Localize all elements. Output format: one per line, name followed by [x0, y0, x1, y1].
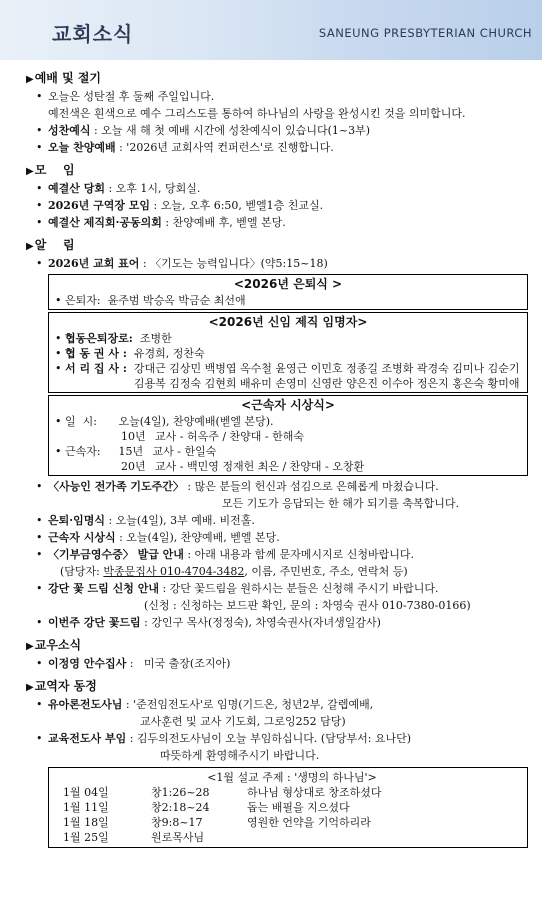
section-notices: ▶알 림 • 2026년 교회 표어 : 〈기도는 능력입니다〉(약5:15~18) <2026년 은퇴식 > • 은퇴자: 윤주범 박승옥 박금순 최선애 <2026년 신임 제직 임명자> • 협동은퇴장로: 조병한 • 협 동 권 사 : 유경희, 정찬숙 • 서 리 집 사 : 강대근 김상민 백병엽 옥수철 윤영근 이민호 정종길 조병화 곽경숙 김미나 김순기 김용복 김정숙 김현희 배유미 손영미 신영란 양은진 이수아 정은지 홍은숙 황미애 <근속자 시상식> • 일 시: 오늘(4일), 찬양예배(벧엘 본당). 10년 교사 - 허옥주 / 찬양대 - 한해숙 • 근속자: 15년 교사 - 한일숙 20년 교사 - 백민영 정재헌 최은 / 찬양대 - 오창환 • 〈사능인 전가족 기도주간〉 : 많은 분들의 헌신과 섬김으로 은혜롭게 마쳤습니다. 모든 기도가 응답되는 한 해가 되기를 축복합니다. • 은퇴·임명식 : 오늘(4일), 3부 예배. 비전홀. • 근속자 시상식 : 오늘(4일), 찬양예배, 벧엘 본당. • 〈기부금영수증〉 발급 안내 : 아래 내용과 함께 문자메시지로 신청바랍니다. (담당자: 박종문집사 010-4704-3482, 이름, 주민번호, 주소, 연락처 등) • 강단 꽃 드림 신청 안내 : 강단 꽃드림을 원하시는 분들은 신청해 주시기 바랍니다. (신청 : 신청하는 보드판 확인, 문의 : 차영숙 권사 010-7380-0166) • 이번주 강단 꽃드림 : 강인구 목사(정정숙), 차영숙권사(자녀생일감사) — [30, 237, 528, 631]
section-title: 모 임 — [34, 163, 75, 177]
box-title: <2026년 은퇴식 > — [233, 277, 343, 291]
bullet-icon: • — [36, 199, 43, 212]
church-name: SANEUNG PRESBYTERIAN CHURCH — [318, 26, 532, 40]
table-row: 1월 25일 원로목사님 — [63, 831, 205, 844]
list-item: • 2026년 구역장 모임 : 오늘, 오후 6:50, 벧엘1층 친교실. — [36, 199, 324, 212]
bullet-icon: • — [36, 257, 43, 270]
list-item: • 이번주 강단 꽃드림 : 강인구 목사(정정숙), 차영숙권사(자녀생일감사) — [36, 616, 381, 629]
bullet-icon: • — [55, 362, 65, 375]
list-item: • 강단 꽃 드림 신청 안내 : 강단 꽃드림을 원하시는 분들은 신청해 주시기 바랍니다. — [36, 582, 439, 595]
award-box: <근속자 시상식> • 일 시: 오늘(4일), 찬양예배(벧엘 본당). 10년 교사 - 허옥주 / 찬양대 - 한해숙 • 근속자: 15년 교사 - 한일숙 20년 교사 - 백민영 정재헌 최은 / 찬양대 - 오창환 — [48, 395, 528, 476]
bullet-icon: • — [36, 548, 43, 561]
table-row: 1월 04일 창1:26~28 하나님 형상대로 창조하셨다 — [63, 786, 382, 799]
triangle-icon: ▶ — [26, 682, 34, 693]
section-title: 예배 및 절기 — [34, 71, 102, 85]
box-title: <2026년 신임 제직 임명자> — [208, 315, 368, 329]
bullet-icon: • — [36, 698, 43, 711]
news-content — [0, 60, 542, 848]
list-item: • 예결산 당회 : 오후 1시, 당회실. — [36, 182, 201, 195]
bullet-icon: • — [55, 332, 65, 345]
list-item: • 근속자 시상식 : 오늘(4일), 찬양예배, 벧엘 본당. — [36, 531, 280, 544]
list-item: • 〈기부금영수증〉 발급 안내 : 아래 내용과 함께 문자메시지로 신청바랍니다. — [36, 548, 414, 561]
list-item: • 오늘은 성탄절 후 둘째 주일입니다. — [36, 90, 215, 103]
bullet-icon: • — [55, 347, 65, 360]
page-title: 교회소식 — [52, 22, 134, 46]
list-item: • 이정영 안수집사 : 미국 출장(조지아) — [36, 657, 231, 670]
page-header — [0, 0, 542, 60]
sermon-schedule-box — [48, 767, 528, 848]
section-title: 교우소식 — [34, 638, 82, 652]
bullet-icon: • — [36, 480, 43, 493]
bullet-icon: • — [36, 141, 43, 154]
list-item: • 은퇴·임명식 : 오늘(4일), 3부 예배. 비전홀. — [36, 514, 255, 527]
bullet-icon: • — [36, 531, 43, 544]
section-title: 알 림 — [34, 238, 75, 252]
list-item: • 성찬예식 : 오늘 새 해 첫 예배 시간에 성찬예식이 있습니다(1~3부) — [36, 124, 371, 137]
sermon-schedule-title: <1월 설교 주제 : '생명의 하나님'> — [207, 771, 377, 784]
retirement-box: <2026년 은퇴식 > • 은퇴자: 윤주범 박승옥 박금순 최선애 — [48, 274, 528, 310]
section-meetings — [26, 162, 528, 231]
bullet-icon: • — [36, 616, 43, 629]
section-title: 교역자 동정 — [34, 679, 97, 693]
list-item: 예전색은 흰색으로 예수 그리스도를 통하여 하나님의 사랑을 완성시킨 것을 의미합니다. — [48, 107, 466, 120]
bullet-icon: • — [36, 182, 43, 195]
list-item: • 예결산 제직회·공동의회 : 찬양예배 후, 벧엘 본당. — [36, 216, 286, 229]
section-worship — [26, 70, 528, 156]
triangle-icon: ▶ — [26, 241, 34, 252]
bullet-icon: • — [36, 514, 43, 527]
bullet-icon: • — [36, 657, 43, 670]
bullet-icon: • — [36, 216, 43, 229]
section-members — [26, 637, 528, 672]
contact-phone: 박종문집사 010-4704-3482 — [103, 565, 245, 578]
appointment-box: <2026년 신임 제직 임명자> • 협동은퇴장로: 조병한 • 협 동 권 사 : 유경희, 정찬숙 • 서 리 집 사 : 강대근 김상민 백병엽 옥수철 윤영근 이민호 정종길 조병화 곽경숙 김미나 김순기 김용복 김정숙 김현희 배유미 손영미 신영란 양은진 이수아 정은지 홍은숙 황미애 — [48, 312, 528, 393]
triangle-icon: ▶ — [26, 74, 34, 85]
box-title: <근속자 시상식> — [241, 398, 335, 412]
list-item: • 오늘 찬양예배 : '2026년 교회사역 컨퍼런스'로 진행합니다. — [36, 141, 334, 154]
table-row: 1월 18일 창9:8~17 영원한 언약을 기억하리라 — [63, 816, 371, 829]
triangle-icon: ▶ — [26, 166, 34, 177]
triangle-icon: ▶ — [26, 641, 34, 652]
list-item: • 〈사능인 전가족 기도주간〉 : 많은 분들의 헌신과 섬김으로 은혜롭게 마쳤습니다. — [36, 480, 439, 493]
bullet-icon: • — [55, 294, 65, 307]
bullet-icon: • — [36, 732, 43, 745]
bullet-icon: • — [55, 445, 65, 458]
bullet-icon: • — [36, 90, 43, 103]
list-item: • 교육전도사 부임 : 김두의전도사님이 오늘 부임하십니다. (담당부서: 요나단) — [36, 732, 412, 745]
bullet-icon: • — [36, 582, 43, 595]
section-clergy: ▶교역자 동정 • 유아론전도사님 : '준전임전도사'로 임명(기드온, 청년2부, 갈렙예배, 교사훈련 및 교사 기도회, 그로잉252 담당) • 교육전도사 부임 : 김두의전도사님이 오늘 부임하십니다. (담당부서: 요나단) 따뜻하게 환영해주시기 바랍니다. <1월 설교 주제 : '생명의 하나님'> 1월 04일 창1:26~28 하나님 형상대로 창조하셨다 1월 11일 창2:18~24 돕는 배필을 지으셨다 1월 18일 창9:8~17 영원한 언약을 기억하리라 1월 25일 원로목사님 — [30, 678, 528, 848]
bullet-icon: • — [55, 415, 65, 428]
church-motto: • 2026년 교회 표어 : 〈기도는 능력입니다〉(약5:15~18) — [36, 257, 328, 270]
list-item: • 유아론전도사님 : '준전임전도사'로 임명(기드온, 청년2부, 갈렙예배, — [36, 698, 374, 711]
table-row: 1월 11일 창2:18~24 돕는 배필을 지으셨다 — [63, 801, 350, 814]
bullet-icon: • — [36, 124, 43, 137]
